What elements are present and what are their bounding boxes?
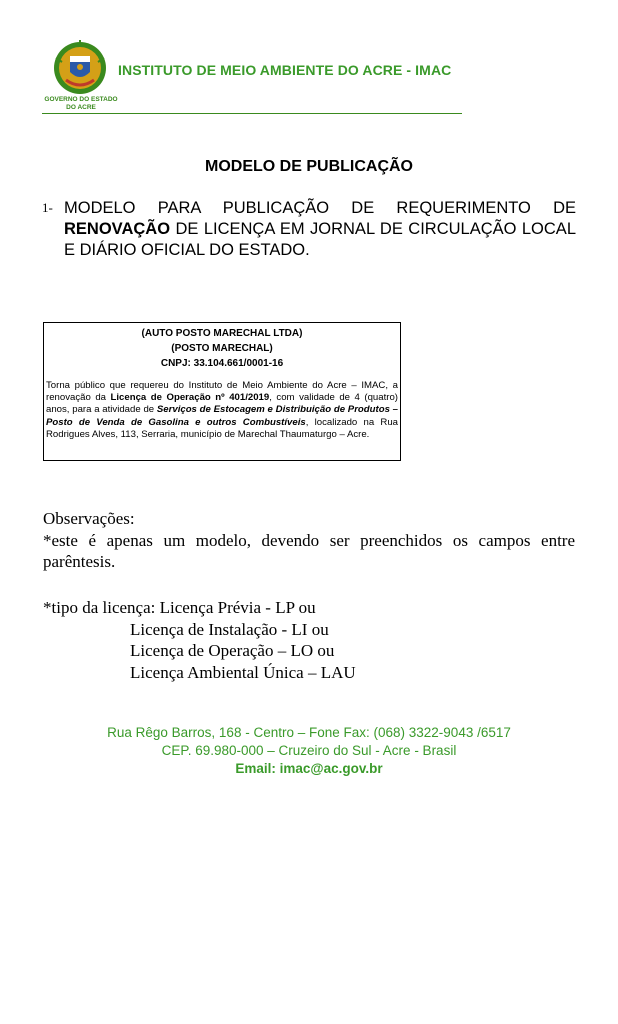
letterhead — [0, 0, 618, 120]
license-type-line: Licença de Instalação - LI ou — [130, 619, 329, 639]
coat-of-arms-icon — [52, 40, 108, 96]
publication-body: Torna público que requereu do Instituto de Meio Ambiente do Acre – IMAC, a renovação da Licença de Operação nº 401/2019, com validade de 4 (quatro) anos, para a atividade de Serviços de Estocagem e Distribuição de Produtos – Posto de Venda de Gasolina e outros Combustíveis, localizado na Rua Rodrigues Alves, 113, Serraria, município de Marechal Thaumaturgo – Acre. — [46, 380, 398, 440]
cnpj: CNPJ: 33.104.661/0001-16 — [160, 358, 284, 369]
publication-model-box — [43, 322, 401, 461]
footer-email[interactable]: Email: imac@ac.gov.br — [235, 761, 383, 776]
observations — [43, 508, 575, 573]
page-title: MODELO DE PUBLICAÇÃO — [205, 158, 413, 175]
license-type-line: *tipo da licença: Licença Prévia - LP ou — [43, 598, 316, 617]
trade-name: (POSTO MARECHAL) — [171, 343, 273, 354]
institute-name: INSTITUTO DE MEIO AMBIENTE DO ACRE - IMAC — [118, 62, 452, 78]
footer-cep: CEP. 69.980-000 – Cruzeiro do Sul - Acre - Brasil — [161, 743, 457, 758]
numbered-item — [42, 198, 576, 261]
footer — [0, 724, 618, 778]
company-name: (AUTO POSTO MARECHAL LTDA) — [141, 328, 303, 339]
license-type-line: Licença de Operação – LO ou — [130, 641, 335, 660]
license-type-line: Licença Ambiental Única – LAU — [130, 662, 356, 682]
license-types — [43, 597, 356, 683]
header-divider — [42, 113, 462, 114]
observations-heading: Observações: — [43, 509, 135, 528]
observations-note: *este é apenas um modelo, devendo ser preenchidos os campos entre parêntesis. — [43, 530, 575, 571]
crest-caption: GOVERNO DO ESTADO DO ACRE — [44, 96, 118, 111]
footer-address: Rua Rêgo Barros, 168 - Centro – Fone Fax: (068) 3322-9043 /6517 — [107, 725, 511, 740]
item-number: 1- — [42, 200, 53, 215]
item-text: MODELO PARA PUBLICAÇÃO DE REQUERIMENTO DE RENOVAÇÃO DE LICENÇA EM JORNAL DE CIRCULAÇÃO LOCAL E DIÁRIO OFICIAL DO ESTADO. — [64, 199, 576, 259]
